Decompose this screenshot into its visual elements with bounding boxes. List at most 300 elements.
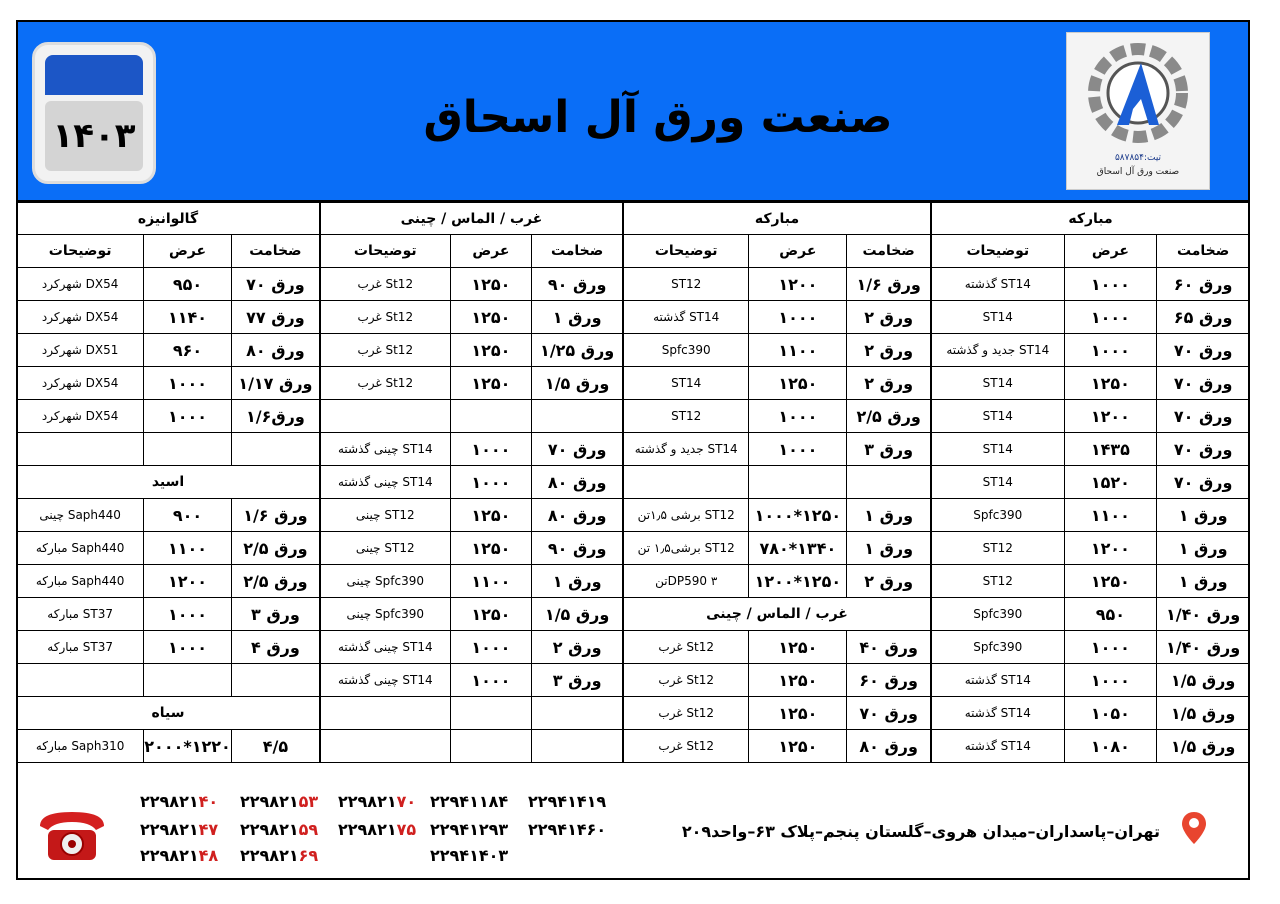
phone-suffix: ۶۹ — [298, 846, 319, 865]
desc-cell: Spfc390 — [932, 499, 1065, 532]
desc-cell — [321, 400, 451, 433]
thickness-cell: ورق ۱ — [847, 499, 931, 532]
section-title: غرب / الماس / چینی — [321, 203, 623, 235]
thickness-cell: ورق ۷۰ — [1157, 400, 1250, 433]
desc-cell: ST37 مبارکه — [17, 598, 144, 631]
desc-cell: ST12 — [932, 532, 1065, 565]
width-cell: ۱۲۰۰ — [144, 565, 232, 598]
table-row — [932, 400, 1250, 433]
thickness-cell: ورق ۱/۵ — [1157, 697, 1250, 730]
gear-logo-icon — [1067, 33, 1209, 153]
thickness-cell: ورق ۸۰ — [847, 730, 931, 763]
thickness-cell: ورق ۲ — [847, 301, 931, 334]
table-row — [624, 466, 931, 499]
table-row — [17, 598, 320, 631]
table-row — [932, 301, 1250, 334]
width-cell — [749, 466, 847, 499]
table-row — [321, 631, 623, 664]
phone-number[interactable] — [430, 846, 508, 865]
width-cell: ۱۲۵۰ — [450, 301, 532, 334]
phone-base: ۲۲۹۴۱۱۸۴ — [430, 792, 509, 811]
width-cell: ۱۱۰۰ — [144, 532, 232, 565]
thickness-cell: ورق ۱/۱۷ — [231, 367, 319, 400]
table-row — [932, 598, 1250, 631]
table-row — [17, 367, 320, 400]
header-banner — [16, 20, 1250, 202]
phone-suffix: ۴۷ — [198, 820, 219, 839]
phone-number[interactable] — [528, 792, 606, 811]
thickness-cell: ورق ۱ — [532, 301, 623, 334]
thickness-cell: ورق ۷۰ — [231, 268, 319, 301]
table-row — [17, 433, 320, 466]
desc-cell — [321, 730, 451, 763]
company-logo — [1066, 32, 1210, 190]
desc-cell: ST14 جدید و گذشته — [932, 334, 1065, 367]
table-row — [321, 433, 623, 466]
width-cell: ۱۰۰۰ — [749, 433, 847, 466]
section-title: گالوانیزه — [17, 203, 320, 235]
address: تهران–پاسداران–میدان هروی–گلستان پنجم–پلاک ۶۳–واحد۲۰۹ — [681, 822, 1160, 841]
phone-number[interactable] — [240, 846, 318, 865]
width-cell: ۱۰۰۰ — [1064, 664, 1157, 697]
width-cell: ۱۰۰۰ — [749, 400, 847, 433]
calendar-icon — [32, 42, 156, 184]
table-row — [624, 664, 931, 697]
table-row — [624, 301, 931, 334]
table-galvanized — [16, 202, 320, 763]
width-cell: ۱۰۰۰ — [144, 400, 232, 433]
desc-cell: Spfc390 — [932, 598, 1065, 631]
desc-cell: ST12 — [624, 400, 749, 433]
thickness-cell: ورق ۱/۶ — [231, 499, 319, 532]
desc-cell: St12 غرب — [624, 631, 749, 664]
width-cell: ۱۴۳۵ — [1064, 433, 1157, 466]
desc-cell: ST12 چینی — [321, 532, 451, 565]
thickness-cell: ورق ۱/۶ — [847, 268, 931, 301]
phone-base: ۲۲۹۸۲۱ — [240, 792, 299, 811]
col-width: عرض — [749, 235, 847, 268]
thickness-cell: ورق ۱ — [1157, 499, 1250, 532]
thickness-cell: ورق ۱/۵ — [532, 598, 623, 631]
table-row — [624, 268, 931, 301]
table-mobarakeh-2 — [623, 202, 931, 763]
phone-number[interactable] — [430, 820, 508, 839]
table-row — [624, 565, 931, 598]
thickness-cell: ورق ۹۰ — [532, 268, 623, 301]
table-row — [932, 631, 1250, 664]
phone-number[interactable] — [430, 792, 508, 811]
width-cell: ۱۲۵۰ — [1064, 565, 1157, 598]
thickness-cell: ورق ۸۰ — [532, 499, 623, 532]
table-row — [17, 532, 320, 565]
table-row — [932, 532, 1250, 565]
section-title: مبارکه — [624, 203, 931, 235]
desc-cell: ST14 جدید و گذشته — [624, 433, 749, 466]
table-row — [321, 301, 623, 334]
width-cell: ۱۲۵۰ — [1064, 367, 1157, 400]
col-width: عرض — [1064, 235, 1157, 268]
phone-suffix: ۴۸ — [198, 846, 219, 865]
phone-base: ۲۲۹۸۲۱ — [140, 820, 199, 839]
table-row — [624, 532, 931, 565]
thickness-cell: ورق ۶۰ — [1157, 268, 1250, 301]
table-row — [321, 466, 623, 499]
desc-cell: ST12 — [624, 268, 749, 301]
col-width: عرض — [144, 235, 232, 268]
thickness-cell: ورق ۱ — [1157, 532, 1250, 565]
width-cell: ۱۲۵۰*۱۰۰۰ — [749, 499, 847, 532]
width-cell: ۱۲۵۰ — [450, 532, 532, 565]
desc-cell: St12 غرب — [624, 730, 749, 763]
desc-cell: St12 غرب — [624, 697, 749, 730]
thickness-cell: ورق ۷۰ — [847, 697, 931, 730]
thickness-cell: ورق ۸۰ — [231, 334, 319, 367]
thickness-cell: ورق ۲ — [847, 367, 931, 400]
thickness-cell: ورق ۲ — [847, 334, 931, 367]
thickness-cell: ورق ۱ — [1157, 565, 1250, 598]
width-cell: ۱۲۰۰ — [749, 268, 847, 301]
width-cell: ۱۲۵۰ — [749, 631, 847, 664]
col-desc: توضیحات — [17, 235, 144, 268]
thickness-cell: ورق ۲ — [847, 565, 931, 598]
thickness-cell: ورق ۴۰ — [847, 631, 931, 664]
desc-cell: St12 غرب — [624, 664, 749, 697]
thickness-cell — [532, 697, 623, 730]
thickness-cell: ورق ۱ — [532, 565, 623, 598]
col-thickness: ضخامت — [1157, 235, 1250, 268]
phone-base: ۲۲۹۸۲۱ — [338, 820, 397, 839]
table-row — [17, 301, 320, 334]
phone-suffix: ۵۳ — [298, 792, 319, 811]
table-row — [17, 268, 320, 301]
width-cell: ۱۰۰۰ — [450, 664, 532, 697]
desc-cell: St12 غرب — [321, 301, 451, 334]
desc-cell: ST14 — [932, 466, 1065, 499]
thickness-cell: ورق ۷۰ — [532, 433, 623, 466]
calendar-top — [45, 55, 143, 95]
subsection-title: سیاه — [17, 697, 320, 730]
width-cell: ۱۱۰۰ — [450, 565, 532, 598]
table-gharb-almas-chini — [320, 202, 623, 763]
thickness-cell — [532, 400, 623, 433]
width-cell: ۱۲۵۰*۱۲۰۰ — [749, 565, 847, 598]
desc-cell: St12 غرب — [321, 334, 451, 367]
phone-base: ۲۲۹۴۱۴۶۰ — [528, 820, 607, 839]
thickness-cell: ۴/۵ — [231, 730, 319, 763]
logo-text: صنعت ورق آل اسحاق — [1096, 167, 1180, 177]
table-row — [17, 334, 320, 367]
phone-number[interactable] — [338, 820, 416, 839]
desc-cell: DX51 شهرکرد — [17, 334, 144, 367]
table-row — [624, 697, 931, 730]
width-cell: ۱۰۰۰ — [450, 433, 532, 466]
phone-base: ۲۲۹۸۲۱ — [240, 846, 299, 865]
table-row — [321, 532, 623, 565]
subsection-row — [17, 466, 320, 499]
thickness-cell: ورق ۷۰ — [1157, 334, 1250, 367]
col-thickness: ضخامت — [847, 235, 931, 268]
phone-suffix: ۷۰ — [396, 792, 417, 811]
width-cell: ۹۵۰ — [1064, 598, 1157, 631]
desc-cell — [321, 697, 451, 730]
phone-base: ۲۲۹۸۲۱ — [240, 820, 299, 839]
phone-base: ۲۲۹۸۲۱ — [338, 792, 397, 811]
col-thickness: ضخامت — [532, 235, 623, 268]
phone-suffix: ۵۹ — [298, 820, 319, 839]
width-cell: ۱۲۵۰ — [450, 598, 532, 631]
desc-cell: ST14 گذشته — [624, 301, 749, 334]
width-cell: ۱۰۰۰ — [450, 631, 532, 664]
width-cell — [144, 664, 232, 697]
subsection-title: اسید — [17, 466, 320, 499]
table-row — [624, 499, 931, 532]
desc-cell: ST14 — [624, 367, 749, 400]
desc-cell: St12 غرب — [321, 367, 451, 400]
width-cell: ۱۲۰۰ — [1064, 400, 1157, 433]
phone-suffix: ۷۵ — [396, 820, 417, 839]
width-cell: ۱۰۰۰ — [1064, 268, 1157, 301]
table-row — [321, 598, 623, 631]
width-cell: ۱۳۴۰*۷۸۰ — [749, 532, 847, 565]
desc-cell: ST14 گذشته — [932, 664, 1065, 697]
phone-base: ۲۲۹۸۲۱ — [140, 792, 199, 811]
thickness-cell: ورق ۳ — [231, 598, 319, 631]
table-row — [321, 565, 623, 598]
table-row — [17, 631, 320, 664]
logo-number: تیت:۵۸۷۸۵۴ — [1114, 153, 1162, 163]
phone-base: ۲۲۹۴۱۴۱۹ — [528, 792, 607, 811]
desc-cell: ST14 چینی گذشته — [321, 433, 451, 466]
table-row — [321, 499, 623, 532]
width-cell — [450, 400, 532, 433]
thickness-cell: ورق ۷۰ — [1157, 367, 1250, 400]
thickness-cell: ورق ۷۰ — [1157, 466, 1250, 499]
thickness-cell: ورق ۳ — [532, 664, 623, 697]
col-desc: توضیحات — [624, 235, 749, 268]
phone-base: ۲۲۹۴۱۴۰۳ — [430, 846, 509, 865]
desc-cell: DX54 شهرکرد — [17, 268, 144, 301]
desc-cell: ST14 گذشته — [932, 268, 1065, 301]
table-row — [321, 334, 623, 367]
table-row — [932, 565, 1250, 598]
thickness-cell: ورق ۱/۴۰ — [1157, 631, 1250, 664]
section-title: مبارکه — [932, 203, 1250, 235]
table-row — [624, 400, 931, 433]
table-row — [321, 664, 623, 697]
width-cell: ۱۰۰۰ — [1064, 301, 1157, 334]
width-cell: ۱۲۵۰ — [450, 367, 532, 400]
subsection-row — [17, 697, 320, 730]
desc-cell: Spfc390 — [624, 334, 749, 367]
width-cell: ۹۶۰ — [144, 334, 232, 367]
thickness-cell: ورق ۸۰ — [532, 466, 623, 499]
thickness-cell: ورق ۶۰ — [847, 664, 931, 697]
width-cell: ۱۲۲۰*۲۰۰۰ — [144, 730, 232, 763]
phone-number[interactable] — [140, 792, 218, 811]
table-row — [321, 367, 623, 400]
thickness-cell — [847, 466, 931, 499]
phone-number[interactable] — [338, 792, 416, 811]
table-row — [932, 499, 1250, 532]
width-cell: ۱۲۰۰ — [1064, 532, 1157, 565]
table-row — [17, 730, 320, 763]
desc-cell: ST14 چینی گذشته — [321, 466, 451, 499]
width-cell: ۱۰۰۰ — [144, 631, 232, 664]
footer — [16, 782, 1250, 880]
width-cell: ۱۰۰۰ — [144, 598, 232, 631]
width-cell: ۱۱۰۰ — [749, 334, 847, 367]
width-cell: ۱۰۰۰ — [1064, 334, 1157, 367]
width-cell: ۱۰۰۰ — [1064, 631, 1157, 664]
table-row — [624, 730, 931, 763]
table-row — [932, 664, 1250, 697]
thickness-cell: ورق ۴ — [231, 631, 319, 664]
desc-cell: St12 غرب — [321, 268, 451, 301]
width-cell: ۱۲۵۰ — [749, 664, 847, 697]
desc-cell: ST14 چینی گذشته — [321, 631, 451, 664]
desc-cell: DX54 شهرکرد — [17, 301, 144, 334]
width-cell: ۹۵۰ — [144, 268, 232, 301]
thickness-cell: ورق ۱/۵ — [1157, 664, 1250, 697]
desc-cell: ST12 — [932, 565, 1065, 598]
width-cell — [450, 697, 532, 730]
table-row — [624, 631, 931, 664]
desc-cell: ST12 برشی ۱٫۵تن — [624, 499, 749, 532]
table-row — [321, 400, 623, 433]
width-cell — [144, 433, 232, 466]
table-row — [624, 433, 931, 466]
phone-number[interactable] — [240, 820, 318, 839]
thickness-cell — [231, 433, 319, 466]
desc-cell: ST37 مبارکه — [17, 631, 144, 664]
desc-cell: Saph440 مبارکه — [17, 532, 144, 565]
width-cell: ۱۲۵۰ — [749, 697, 847, 730]
table-row — [932, 730, 1250, 763]
table-row — [932, 697, 1250, 730]
width-cell: ۱۵۲۰ — [1064, 466, 1157, 499]
thickness-cell: ورق ۲/۵ — [231, 565, 319, 598]
desc-cell — [17, 664, 144, 697]
col-desc: توضیحات — [321, 235, 451, 268]
thickness-cell: ورق۱/۶ — [231, 400, 319, 433]
desc-cell: ST14 — [932, 367, 1065, 400]
desc-cell — [17, 433, 144, 466]
width-cell: ۱۰۰۰ — [144, 367, 232, 400]
location-pin-icon — [1180, 810, 1208, 846]
col-desc: توضیحات — [932, 235, 1065, 268]
table-row — [932, 433, 1250, 466]
table-row — [321, 730, 623, 763]
desc-cell: Saph440 چینی — [17, 499, 144, 532]
phone-suffix: ۴۰ — [198, 792, 219, 811]
table-row — [17, 499, 320, 532]
table-row — [624, 367, 931, 400]
desc-cell: ST14 — [932, 400, 1065, 433]
width-cell: ۱۱۴۰ — [144, 301, 232, 334]
table-row — [17, 400, 320, 433]
desc-cell: Spfc390 چینی — [321, 565, 451, 598]
year-badge: ۱۴۰۳ — [45, 101, 143, 171]
thickness-cell — [532, 730, 623, 763]
thickness-cell: ورق ۲ — [532, 631, 623, 664]
phone-base: ۲۲۹۸۲۱ — [140, 846, 199, 865]
table-row — [321, 268, 623, 301]
phone-number[interactable] — [528, 820, 606, 839]
phone-base: ۲۲۹۴۱۲۹۳ — [430, 820, 509, 839]
table-row — [624, 334, 931, 367]
col-width: عرض — [450, 235, 532, 268]
phone-number[interactable] — [140, 820, 218, 839]
width-cell: ۱۲۵۰ — [450, 334, 532, 367]
desc-cell: DX54 شهرکرد — [17, 400, 144, 433]
subsection-title: غرب / الماس / چینی — [624, 598, 931, 631]
thickness-cell: ورق ۲/۵ — [847, 400, 931, 433]
thickness-cell: ورق ۷۷ — [231, 301, 319, 334]
telephone-icon — [36, 806, 108, 864]
table-row — [932, 334, 1250, 367]
desc-cell: DP590 ۳تن — [624, 565, 749, 598]
width-cell: ۱۰۰۰ — [450, 466, 532, 499]
table-row — [932, 367, 1250, 400]
thickness-cell: ورق ۶۵ — [1157, 301, 1250, 334]
thickness-cell: ورق ۱/۵ — [1157, 730, 1250, 763]
col-thickness: ضخامت — [231, 235, 319, 268]
page-title: صنعت ورق آل اسحاق — [423, 92, 893, 143]
desc-cell: Saph440 مبارکه — [17, 565, 144, 598]
width-cell: ۱۰۵۰ — [1064, 697, 1157, 730]
desc-cell: ST14 گذشته — [932, 730, 1065, 763]
phone-number[interactable] — [240, 792, 318, 811]
desc-cell: ST12 چینی — [321, 499, 451, 532]
desc-cell: DX54 شهرکرد — [17, 367, 144, 400]
width-cell: ۱۲۵۰ — [450, 499, 532, 532]
thickness-cell: ورق ۳ — [847, 433, 931, 466]
table-row — [17, 664, 320, 697]
table-row — [321, 697, 623, 730]
desc-cell: ST12 برشی۱٫۵ تن — [624, 532, 749, 565]
desc-cell — [624, 466, 749, 499]
width-cell: ۱۲۵۰ — [749, 367, 847, 400]
table-row — [932, 466, 1250, 499]
desc-cell: Saph310 مبارکه — [17, 730, 144, 763]
thickness-cell: ورق ۲/۵ — [231, 532, 319, 565]
width-cell: ۱۲۵۰ — [749, 730, 847, 763]
thickness-cell: ورق ۹۰ — [532, 532, 623, 565]
phone-number[interactable] — [140, 846, 218, 865]
table-row — [932, 268, 1250, 301]
table-row — [17, 565, 320, 598]
table-mobarakeh-1 — [931, 202, 1250, 763]
width-cell: ۱۱۰۰ — [1064, 499, 1157, 532]
desc-cell: ST14 گذشته — [932, 697, 1065, 730]
width-cell: ۱۲۵۰ — [450, 268, 532, 301]
thickness-cell: ورق ۱/۴۰ — [1157, 598, 1250, 631]
width-cell — [450, 730, 532, 763]
width-cell: ۹۰۰ — [144, 499, 232, 532]
desc-cell: ST14 — [932, 301, 1065, 334]
thickness-cell — [231, 664, 319, 697]
desc-cell: Spfc390 — [932, 631, 1065, 664]
desc-cell: Spfc390 چینی — [321, 598, 451, 631]
thickness-cell: ورق ۷۰ — [1157, 433, 1250, 466]
desc-cell: ST14 چینی گذشته — [321, 664, 451, 697]
thickness-cell: ورق ۱ — [847, 532, 931, 565]
thickness-cell: ورق ۱/۵ — [532, 367, 623, 400]
width-cell: ۱۰۸۰ — [1064, 730, 1157, 763]
subsection-row — [624, 598, 931, 631]
desc-cell: ST14 — [932, 433, 1065, 466]
width-cell: ۱۰۰۰ — [749, 301, 847, 334]
